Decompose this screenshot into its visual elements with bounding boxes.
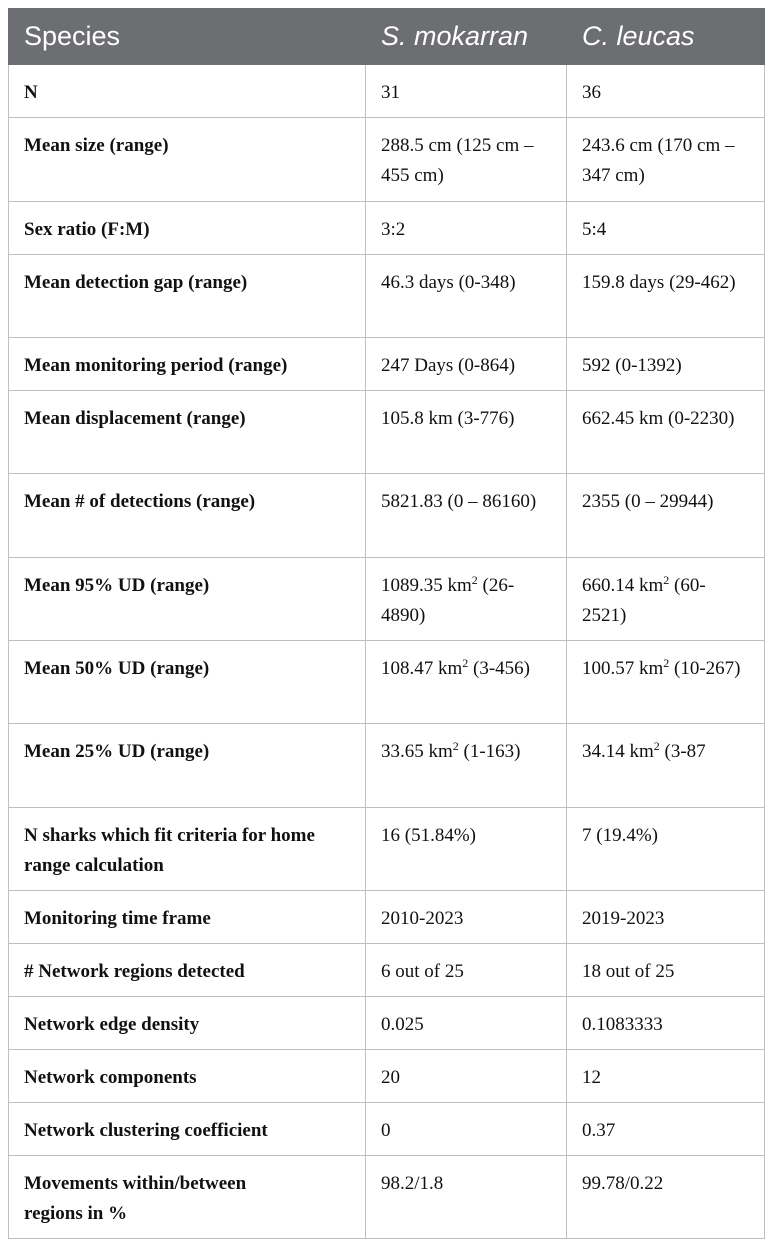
- value-s-mokarran: 6 out of 25: [366, 944, 567, 997]
- value-c-leucas: 592 (0-1392): [567, 338, 765, 391]
- superscript: 2: [462, 656, 469, 670]
- value-c-leucas: 99.78/0.22: [567, 1156, 765, 1239]
- table-row: [9, 997, 765, 1050]
- value-text: 660.14 km: [582, 575, 664, 596]
- row-label: Network components: [9, 1050, 366, 1103]
- header-species: Species: [9, 9, 366, 65]
- row-label: Mean 25% UD (range): [9, 724, 366, 808]
- value-s-mokarran: 247 Days (0-864): [366, 338, 567, 391]
- row-label: Mean 95% UD (range): [9, 558, 366, 641]
- row-label: N: [9, 65, 366, 118]
- value-text: 33.65 km: [381, 741, 453, 762]
- value-c-leucas: 243.6 cm (170 cm – 347 cm): [567, 118, 765, 202]
- row-label: Network clustering coefficient: [9, 1103, 366, 1156]
- superscript: 2: [663, 656, 670, 670]
- table-row: [9, 65, 765, 118]
- value-s-mokarran: 3:2: [366, 202, 567, 255]
- table-row: [9, 391, 765, 474]
- value-text: (10-267): [669, 658, 741, 679]
- superscript: 2: [653, 739, 660, 753]
- row-label: Mean size (range): [9, 118, 366, 202]
- table-row: [9, 118, 765, 202]
- value-s-mokarran: 46.3 days (0-348): [366, 255, 567, 338]
- value-c-leucas: [567, 724, 765, 808]
- table-row: [9, 255, 765, 338]
- table-row: [9, 338, 765, 391]
- value-c-leucas: 7 (19.4%): [567, 808, 765, 891]
- table-row: [9, 558, 765, 641]
- table-row: [9, 641, 765, 724]
- superscript: 2: [471, 573, 478, 587]
- value-s-mokarran: 105.8 km (3-776): [366, 391, 567, 474]
- value-c-leucas: 662.45 km (0-2230): [567, 391, 765, 474]
- value-c-leucas: 18 out of 25: [567, 944, 765, 997]
- value-c-leucas: 12: [567, 1050, 765, 1103]
- value-c-leucas: 0.1083333: [567, 997, 765, 1050]
- value-c-leucas: 159.8 days (29-462): [567, 255, 765, 338]
- value-s-mokarran: 31: [366, 65, 567, 118]
- value-c-leucas: 2019-2023: [567, 891, 765, 944]
- row-label: Sex ratio (F:M): [9, 202, 366, 255]
- table-row: [9, 474, 765, 558]
- value-c-leucas: 5:4: [567, 202, 765, 255]
- table-row: [9, 808, 765, 891]
- row-label: Monitoring time frame: [9, 891, 366, 944]
- value-text: 108.47 km: [381, 658, 463, 679]
- row-label: Mean # of detections (range): [9, 474, 366, 558]
- table-row: [9, 944, 765, 997]
- row-label: Mean detection gap (range): [9, 255, 366, 338]
- value-text: 100.57 km: [582, 658, 664, 679]
- header-row: [9, 9, 765, 65]
- row-label: Mean displacement (range): [9, 391, 366, 474]
- value-c-leucas: 0.37: [567, 1103, 765, 1156]
- value-s-mokarran: 0: [366, 1103, 567, 1156]
- value-s-mokarran: 288.5 cm (125 cm – 455 cm): [366, 118, 567, 202]
- value-s-mokarran: [366, 724, 567, 808]
- row-label: Mean monitoring period (range): [9, 338, 366, 391]
- value-s-mokarran: [366, 558, 567, 641]
- table-row: [9, 724, 765, 808]
- value-s-mokarran: 20: [366, 1050, 567, 1103]
- value-text: (3-456): [468, 658, 531, 679]
- row-label: # Network regions detected: [9, 944, 366, 997]
- value-text: (1-163): [458, 741, 521, 762]
- value-s-mokarran: 16 (51.84%): [366, 808, 567, 891]
- value-s-mokarran: 2010-2023: [366, 891, 567, 944]
- row-label: Network edge density: [9, 997, 366, 1050]
- value-s-mokarran: 5821.83 (0 – 86160): [366, 474, 567, 558]
- table-row: [9, 891, 765, 944]
- superscript: 2: [452, 739, 459, 753]
- table-row: [9, 202, 765, 255]
- row-label: N sharks which fit criteria for home range calculation: [9, 808, 366, 891]
- header-c-leucas: C. leucas: [567, 9, 765, 65]
- value-c-leucas: 2355 (0 – 29944): [567, 474, 765, 558]
- value-c-leucas: 36: [567, 65, 765, 118]
- value-text: 34.14 km: [582, 741, 654, 762]
- value-c-leucas: [567, 558, 765, 641]
- superscript: 2: [663, 573, 670, 587]
- table-row: [9, 1156, 765, 1239]
- row-label: Mean 50% UD (range): [9, 641, 366, 724]
- row-label: Movements within/between regions in %: [9, 1156, 366, 1239]
- table-row: [9, 1103, 765, 1156]
- species-comparison-table: [8, 8, 765, 1239]
- value-text: (60-2521): [582, 575, 706, 626]
- value-text: 1089.35 km: [381, 575, 472, 596]
- value-s-mokarran: [366, 641, 567, 724]
- value-text: (3-87: [659, 741, 706, 762]
- value-text: (26-4890): [381, 575, 515, 626]
- table-row: [9, 1050, 765, 1103]
- value-c-leucas: [567, 641, 765, 724]
- data-table-container: [8, 8, 764, 1239]
- value-s-mokarran: 98.2/1.8: [366, 1156, 567, 1239]
- value-s-mokarran: 0.025: [366, 997, 567, 1050]
- header-s-mokarran: S. mokarran: [366, 9, 567, 65]
